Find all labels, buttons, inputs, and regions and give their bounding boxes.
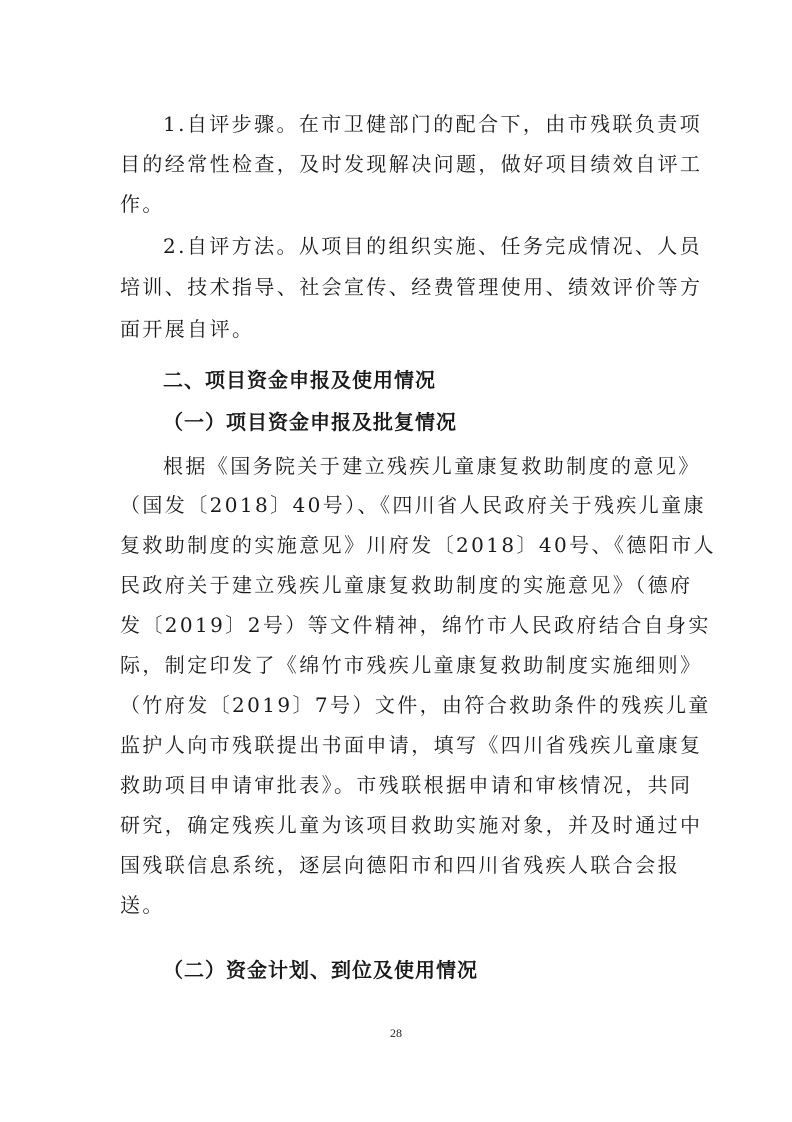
paragraph-line: 2.自评方法。从项目的组织实施、任务完成情况、人员	[163, 234, 703, 258]
paragraph-line: 培训、技术指导、社会宣传、经费管理使用、绩效评价等方	[120, 275, 703, 299]
paragraph-line: （竹府发〔2019〕7号）文件，由符合救助条件的残疾儿童	[120, 693, 711, 717]
subsection-heading: （一）项目资金申报及批复情况	[163, 410, 457, 434]
paragraph-line: 发〔2019〕2号）等文件精神，绵竹市人民政府结合自身实	[120, 613, 711, 637]
paragraph-line: 民政府关于建立残疾儿童康复救助制度的实施意见》（德府	[120, 573, 693, 597]
paragraph-line: （国发〔2018〕40号）、《四川省人民政府关于残疾儿童康	[120, 493, 706, 517]
paragraph-line: 复救助制度的实施意见》川府发〔2018〕40号、《德阳市人	[120, 533, 716, 557]
paragraph-line: 研究，确定残疾儿童为该项目救助实施对象，并及时通过中	[120, 813, 703, 837]
paragraph-line: 面开展自评。	[120, 317, 255, 341]
paragraph-line: 目的经常性检查，及时发现解决问题，做好项目绩效自评工	[120, 152, 703, 176]
subsection-heading: （二）资金计划、到位及使用情况	[163, 958, 478, 982]
paragraph-line: 作。	[120, 192, 165, 216]
paragraph-line: 根据《国务院关于建立残疾儿童康复救助制度的意见》	[163, 454, 701, 478]
section-heading: 二、项目资金申报及使用情况	[163, 368, 436, 392]
paragraph-line: 际，制定印发了《绵竹市残疾儿童康复救助制度实施细则》	[120, 653, 703, 677]
page-number: 28	[390, 1026, 402, 1040]
paragraph-line: 监护人向市残联提出书面申请，填写《四川省残疾儿童康复	[120, 733, 703, 757]
paragraph-line: 1.自评步骤。在市卫健部门的配合下，由市残联负责项	[163, 112, 703, 136]
paragraph-line: 送。	[120, 893, 165, 917]
paragraph-line: 国残联信息系统，逐层向德阳市和四川省残疾人联合会报	[120, 853, 680, 877]
paragraph-line: 救助项目申请审批表》。市残联根据申请和审核情况，共同	[120, 773, 693, 797]
